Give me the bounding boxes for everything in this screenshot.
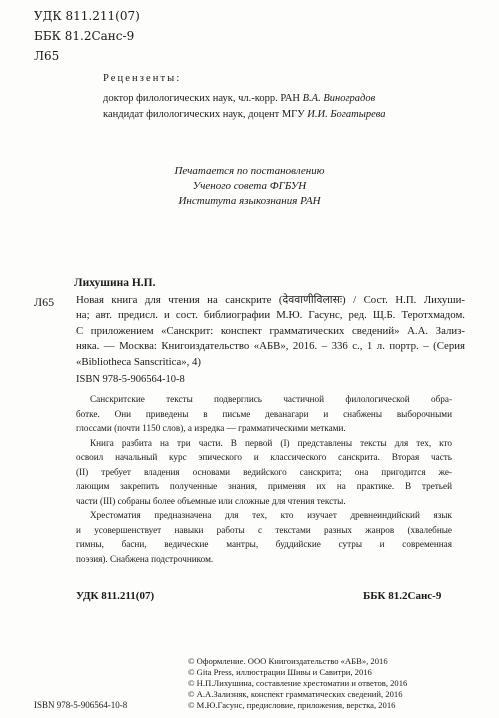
bib-line: С приложением «Санскрит: конспект грамматических сведений» А.А. Зализ-	[76, 324, 465, 337]
publication-note-line-2: Ученого совета ФГБУН	[192, 180, 307, 192]
bib-code: Л65	[34, 295, 55, 309]
author-mark: Л65	[34, 49, 60, 63]
abstract-line: глоссами (почти 1150 слов), а изредка — грамматическими метками.	[76, 423, 346, 433]
publication-note-line-3: Института языкознания РАН	[178, 195, 321, 207]
copyright-block	[188, 656, 407, 711]
abstract-line: ботке. Они приведены в письме деванагари и снабжены выборочными	[76, 408, 452, 419]
isbn-bottom: ISBN 978-5-906564-10-8	[34, 700, 128, 710]
reviewer-2-title: кандидат филологических наук, доцент МГУ	[103, 109, 305, 120]
bib-line: на; авт. предисл. и сост. библиографии М.Ю. Гасунс, ред. Щ.Б. Теротхмадом.	[76, 309, 465, 322]
reviewer-2-name: И.И. Богатырева	[307, 109, 386, 120]
abstract-line: лающим закрепить полученные знания, применяя их на практике. В третьей	[76, 481, 452, 491]
abstract-line: Санскритские тексты подверглись частичной филологической обра-	[90, 394, 452, 404]
abstract-line: Хрестоматия предназначена для тех, кто изучает древнеиндийский язык	[90, 510, 452, 520]
udk-code: УДК 811.211(07)	[34, 9, 140, 23]
copyright-line: © Оформление. ООО Книгоиздательство «АБВ», 2016	[188, 656, 388, 666]
reviewer-2	[103, 109, 385, 120]
copyright-line: © Н.П.Лихушина, составление хрестоматии и ответов, 2016	[188, 677, 408, 688]
bib-author: Лихушина Н.П.	[74, 277, 156, 289]
copyright-line: © М.Ю.Гасунс, предисловие, приложения, верстка, 2016	[188, 699, 396, 710]
copyright-line: © Gita Press, иллюстрации Шивы и Савитри, 2016	[188, 666, 372, 677]
bib-line: «Bibliotheca Sanscritica», 4)	[76, 355, 202, 368]
footer-bbk: ББК 81.2Санс-9	[363, 590, 442, 602]
reviewer-1-title: доктор филологических наук, чл.-корр. РАН	[103, 93, 300, 104]
publication-note-line-1: Печатается по постановлению	[174, 165, 325, 177]
abstract-line: Книга разбита на три части. В первой (I) представлены тексты для тех, кто	[90, 437, 452, 448]
abstract-line: части (III) собраны более объемные или сложные для чтения тексты.	[76, 495, 346, 506]
abstract-line: гимны, басни, ведические мантры, буддийские сутры и современная	[76, 539, 452, 549]
footer-udk: УДК 811.211(07)	[76, 590, 155, 602]
abstract-line: и усовершенствует навыки работы с текстами разных жанров (хвалебные	[76, 524, 452, 535]
isbn: ISBN 978-5-906564-10-8	[76, 374, 185, 385]
abstract-line: (II) требует владения основами ведийского санскрита; она пригодится же-	[76, 466, 452, 477]
bib-line: Новая книга для чтения на санскрите (देववाणीविलासः) / Сост. Н.П. Лихуши-	[76, 294, 465, 306]
copyright-line: © А.А.Зализняк, конспект грамматических сведений, 2016	[188, 688, 403, 699]
bibliographic-description	[76, 293, 465, 370]
reviewer-1-name: В.А. Виноградов	[302, 93, 376, 104]
abstract-line: освоил начальный курс эпического и классического санскрита. Вторая часть	[76, 452, 452, 462]
bib-line: няка. — Москва: Книгоиздательство «АБВ», 2016. – 336 с., 1 л. портр. – (Серия	[76, 340, 465, 353]
annotation	[76, 392, 452, 566]
reviewers-heading: Рецензенты:	[103, 73, 182, 84]
bbk-code: ББК 81.2Санс-9	[34, 29, 135, 43]
reviewer-1	[103, 93, 375, 104]
abstract-line: поэзия). Снабжена подстрочником.	[76, 553, 214, 564]
